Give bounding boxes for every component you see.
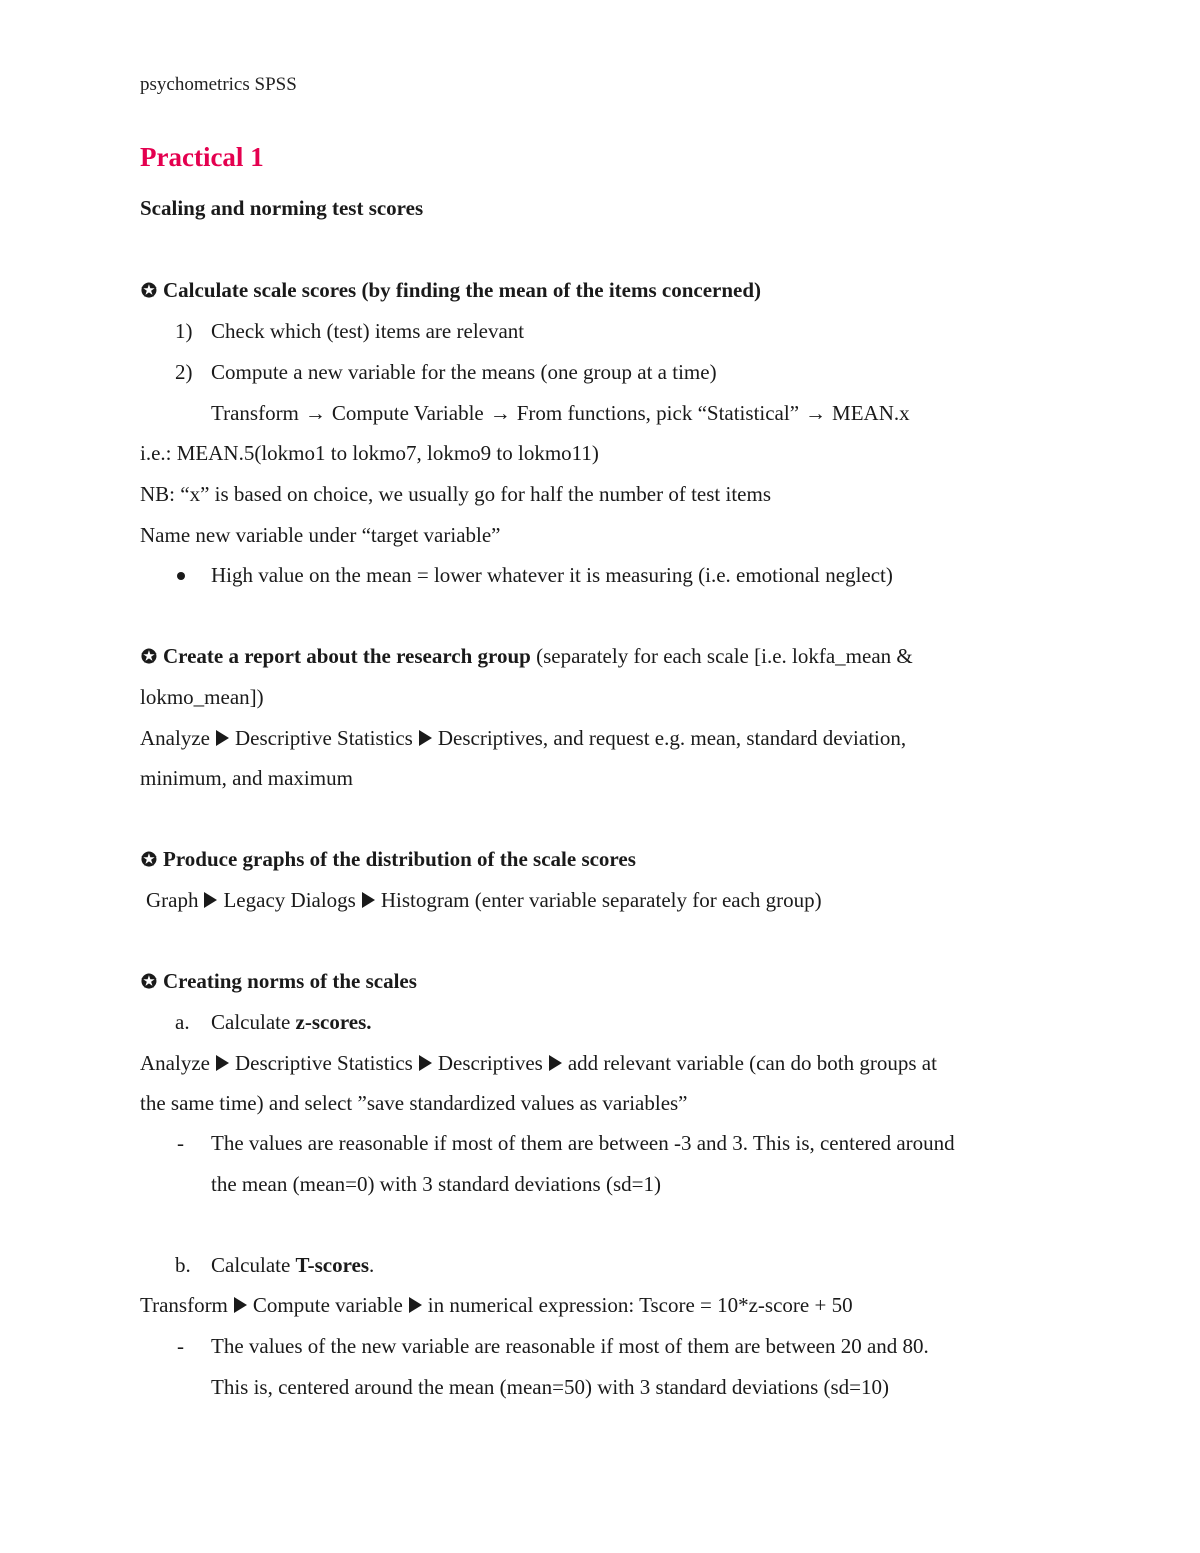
- menu-path-tscores: [140, 1295, 853, 1316]
- bullet-note-text: High value on the mean = lower whatever it is measuring (i.e. emotional neglect): [211, 563, 893, 587]
- section-heading-text: Calculate scale scores (by finding the mean of the items concerned): [163, 278, 762, 302]
- path-segment: Descriptives: [437, 1051, 543, 1075]
- sub-step-bold: T-scores: [295, 1253, 370, 1277]
- path-segment: Descriptive Statistics: [234, 1051, 413, 1075]
- sub-step-text: Calculate: [211, 1010, 291, 1034]
- sub-step-b: [211, 1255, 374, 1276]
- path-segment: Compute Variable: [331, 401, 484, 425]
- path-segment: Descriptive Statistics: [234, 726, 413, 750]
- section-calculate-scale-scores-heading: [141, 280, 761, 301]
- play-triangle-icon: [204, 892, 217, 908]
- play-triangle-icon: [549, 1055, 562, 1071]
- path-segment: MEAN.x: [832, 401, 910, 425]
- step-number: 2): [175, 360, 193, 384]
- dash-bullet: -: [177, 1131, 184, 1155]
- path-segment: Legacy Dialogs: [223, 888, 356, 912]
- sub-step-text: Calculate: [211, 1253, 291, 1277]
- right-arrow-icon: →: [805, 401, 827, 425]
- path-segment: Descriptives, and request e.g. mean, standard deviation,: [437, 726, 907, 750]
- star-bullet-icon: ✪: [141, 850, 157, 871]
- nb-line: NB: “x” is based on choice, we usually go for half the number of test items: [140, 482, 772, 506]
- dash-bullet: -: [177, 1334, 184, 1358]
- section-heading-text: Produce graphs of the distribution of the scale scores: [163, 847, 636, 871]
- path-continued: the same time) and select ”save standardized values as variables”: [140, 1091, 688, 1115]
- sub-label: a.: [175, 1010, 190, 1034]
- play-triangle-icon: [419, 1055, 432, 1071]
- play-triangle-icon: [234, 1297, 247, 1313]
- section-graphs-heading: [141, 849, 636, 870]
- page-subtitle: Scaling and norming test scores: [140, 196, 424, 220]
- menu-path-descriptives: [140, 728, 906, 749]
- path-segment: Transform: [211, 401, 299, 425]
- path-segment: Histogram (enter variable separately for each group): [380, 888, 822, 912]
- path-segment: From functions, pick “Statistical”: [516, 401, 800, 425]
- path-segment: Analyze: [140, 726, 210, 750]
- section-report-heading: [141, 646, 913, 667]
- section-heading-rest: (separately for each scale [i.e. lokfa_mean &: [536, 644, 913, 668]
- path-segment: add relevant variable (can do both groups at: [567, 1051, 937, 1075]
- note-text: The values of the new variable are reasonable if most of them are between 20 and 80.: [211, 1334, 929, 1358]
- section-heading-text: Creating norms of the scales: [163, 969, 417, 993]
- step-text: Check which (test) items are relevant: [211, 319, 525, 343]
- page-title: Practical 1: [140, 142, 264, 172]
- right-arrow-icon: →: [304, 401, 326, 425]
- path-segment: Graph: [146, 888, 199, 912]
- play-triangle-icon: [362, 892, 375, 908]
- sub-label: b.: [175, 1253, 191, 1277]
- menu-path-zscores: [140, 1053, 937, 1074]
- step-text: Compute a new variable for the means (one group at a time): [211, 360, 717, 384]
- example-line: i.e.: MEAN.5(lokmo1 to lokmo7, lokmo9 to lokmo11): [140, 441, 599, 465]
- section-heading-continued: lokmo_mean]): [140, 685, 264, 709]
- name-note-line: Name new variable under “target variable”: [140, 523, 501, 547]
- section-heading-text: Create a report about the research group: [163, 644, 531, 668]
- play-triangle-icon: [216, 730, 229, 746]
- sub-step-a: [211, 1012, 372, 1033]
- step-number: 1): [175, 319, 193, 343]
- section-norms-heading: [141, 971, 417, 992]
- menu-path-compute: [211, 403, 910, 424]
- note-text-continued: the mean (mean=0) with 3 standard deviations (sd=1): [211, 1172, 661, 1196]
- note-text-continued: This is, centered around the mean (mean=50) with 3 standard deviations (sd=10): [211, 1375, 889, 1399]
- bullet-dot-icon: [177, 572, 185, 580]
- star-bullet-icon: ✪: [141, 281, 157, 302]
- menu-path-histogram: [146, 890, 822, 911]
- path-continued: minimum, and maximum: [140, 766, 353, 790]
- path-segment: Analyze: [140, 1051, 210, 1075]
- page-header: psychometrics SPSS: [140, 74, 297, 95]
- star-bullet-icon: ✪: [141, 647, 157, 668]
- path-segment: Transform: [140, 1293, 228, 1317]
- sub-step-bold: z-scores.: [295, 1010, 372, 1034]
- path-segment: Compute variable: [252, 1293, 403, 1317]
- star-bullet-icon: ✪: [141, 972, 157, 993]
- play-triangle-icon: [419, 730, 432, 746]
- play-triangle-icon: [216, 1055, 229, 1071]
- right-arrow-icon: →: [489, 401, 511, 425]
- sub-step-end: .: [369, 1253, 375, 1277]
- path-segment: in numerical expression: Tscore = 10*z-score + 50: [427, 1293, 853, 1317]
- note-text: The values are reasonable if most of them are between -3 and 3. This is, centered around: [211, 1131, 955, 1155]
- play-triangle-icon: [409, 1297, 422, 1313]
